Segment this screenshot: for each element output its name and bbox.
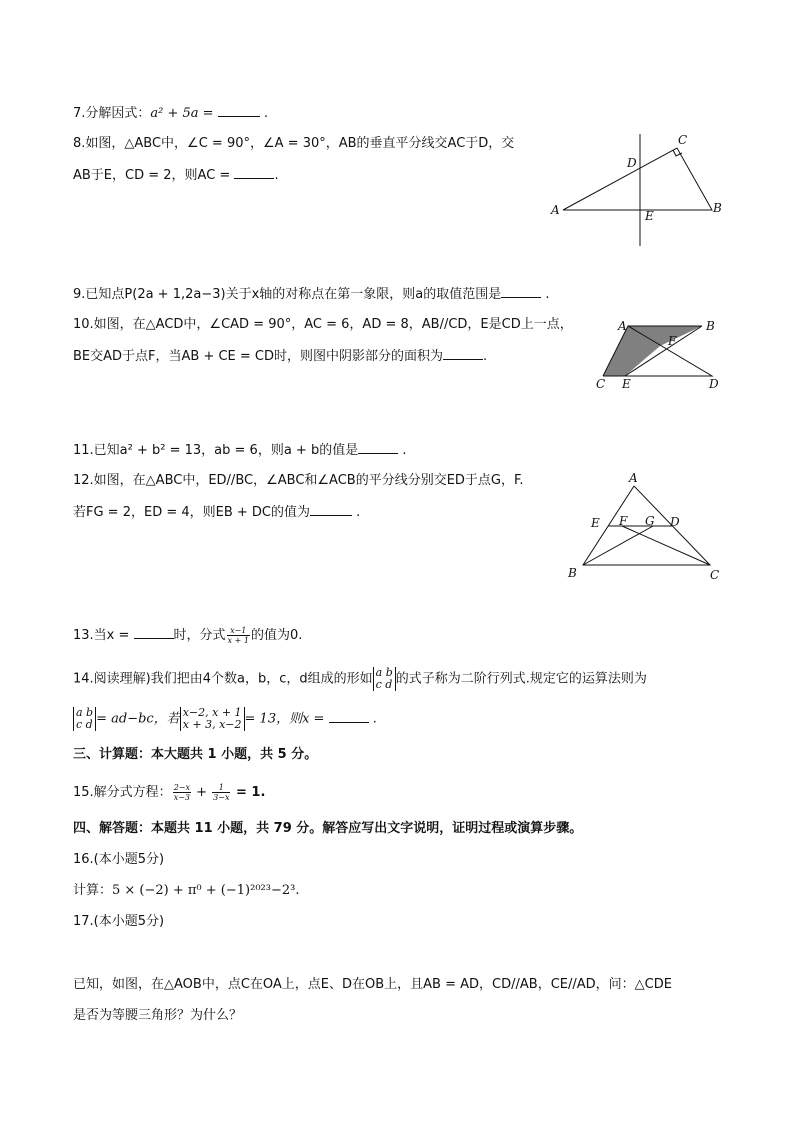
label-e: E bbox=[645, 209, 654, 223]
label-d: D bbox=[709, 377, 719, 391]
q7-prefix: 7.分解因式： bbox=[73, 106, 151, 121]
q13-mid: 时，分式 bbox=[173, 628, 226, 643]
label-c: C bbox=[678, 133, 688, 147]
q11-end: . bbox=[402, 443, 407, 458]
det-row-1: x−2, x + 1 bbox=[182, 706, 242, 719]
question-10-line1: 10.如图，在△ACD中，∠CAD = 90°，AC = 6，AD = 8，AB//CD，E是CD上一点， bbox=[73, 317, 573, 332]
question-14-line1 bbox=[73, 667, 647, 691]
determinant-x bbox=[180, 707, 245, 731]
label-a: A bbox=[629, 471, 638, 485]
figure-q8 bbox=[545, 128, 730, 250]
q7-end: . bbox=[263, 106, 268, 121]
q15-suffix: = 1. bbox=[231, 785, 266, 800]
answer-blank bbox=[329, 710, 369, 723]
label-b: B bbox=[568, 566, 577, 580]
question-17-title: 17.(本小题5分) bbox=[73, 914, 165, 929]
label-e: E bbox=[622, 377, 631, 391]
q8-line2-text: AB于E，CD = 2，则AC = bbox=[73, 168, 235, 183]
triangle-abc bbox=[563, 148, 712, 210]
determinant-abcd bbox=[73, 707, 96, 731]
fraction-numerator: x−1 bbox=[227, 626, 250, 636]
q12-end: . bbox=[356, 505, 361, 520]
question-17-line1: 已知，如图，在△AOB中，点C在OA上，点E、D在OB上，且AB = AD，CD//AB，CE//AD，问：△CDE bbox=[73, 977, 672, 992]
question-8-line1: 8.如图，△ABC中，∠C = 90°，∠A = 30°，AB的垂直平分线交AC于D，交 bbox=[73, 136, 515, 151]
question-12-line2 bbox=[73, 503, 360, 522]
det-row-2: c d bbox=[76, 718, 93, 731]
answer-blank bbox=[310, 503, 352, 516]
fraction-denominator: x + 1 bbox=[227, 636, 249, 645]
q9-text: 9.已知点P(2a + 1,2a−3)关于x轴的对称点在第一象限，则a的取值范围是 bbox=[73, 287, 502, 302]
det-row-1: a b bbox=[375, 666, 393, 679]
determinant-abcd bbox=[373, 667, 396, 691]
bisector-cf bbox=[622, 526, 710, 565]
q14-eq: = ad−bc，若 bbox=[96, 711, 180, 727]
fraction-numerator: 1 bbox=[212, 783, 230, 793]
q8-end: . bbox=[274, 168, 279, 183]
question-13 bbox=[73, 626, 302, 645]
question-17-line2: 是否为等腰三角形？为什么？ bbox=[73, 1008, 243, 1023]
fraction bbox=[227, 626, 250, 645]
det-row-2: c d bbox=[375, 678, 393, 691]
q14-prefix: 14.阅读理解)我们把由4个数a，b，c，d组成的形如 bbox=[73, 671, 373, 687]
fraction-numerator: 2−x bbox=[173, 783, 190, 792]
label-a: A bbox=[618, 319, 627, 333]
figure-q10 bbox=[590, 316, 730, 394]
label-d: D bbox=[627, 156, 637, 170]
q14-eq2: = 13，则x = bbox=[244, 711, 329, 727]
q13-suffix: 的值为0. bbox=[250, 628, 303, 643]
question-14-line2 bbox=[73, 707, 377, 731]
fraction-1 bbox=[173, 783, 191, 802]
answer-blank bbox=[218, 104, 260, 117]
fraction-denominator: x−3 bbox=[173, 793, 190, 802]
q10-end: . bbox=[483, 349, 488, 364]
q13-prefix: 13.当x = bbox=[73, 628, 134, 643]
question-15 bbox=[73, 783, 265, 802]
label-e: E bbox=[591, 516, 600, 530]
section-3-heading: 三、计算题：本大题共 1 小题，共 5 分。 bbox=[73, 747, 318, 762]
label-c: C bbox=[596, 377, 606, 391]
fraction-denominator: 3−x bbox=[213, 793, 230, 802]
q15-prefix: 15.解分式方程： bbox=[73, 785, 172, 800]
q14-end: . bbox=[372, 711, 377, 727]
q10-line2-text: BE交AD于点F，当AB + CE = CD时，则图中阴影部分的面积为 bbox=[73, 349, 444, 364]
answer-blank bbox=[501, 285, 541, 298]
label-d: D bbox=[670, 515, 680, 529]
question-9 bbox=[73, 285, 550, 304]
q9-end: . bbox=[545, 287, 550, 302]
det-row-2: x + 3, x−2 bbox=[182, 718, 242, 731]
label-g: G bbox=[645, 514, 655, 528]
question-10-line2 bbox=[73, 347, 487, 366]
q15-plus: + bbox=[192, 785, 212, 800]
answer-blank bbox=[358, 441, 398, 454]
label-c: C bbox=[710, 568, 720, 582]
question-16-expr: 计算：5 × (−2) + π⁰ + (−1)²⁰²³−2³. bbox=[73, 883, 300, 898]
bisector-bg bbox=[583, 526, 653, 565]
fraction-2 bbox=[212, 783, 230, 802]
q12-line2-text: 若FG = 2，ED = 4，则EB + DC的值为 bbox=[73, 505, 311, 520]
label-f: F bbox=[668, 334, 677, 348]
q7-expr: a² + 5a = bbox=[150, 106, 218, 121]
answer-blank bbox=[443, 347, 483, 360]
q14-suffix: 的式子称为二阶行列式.规定它的运算法则为 bbox=[395, 671, 647, 687]
answer-blank bbox=[134, 626, 174, 639]
label-f: F bbox=[619, 514, 628, 528]
question-11 bbox=[73, 441, 406, 460]
label-b: B bbox=[713, 201, 722, 215]
answer-blank bbox=[234, 166, 274, 179]
label-a: A bbox=[551, 203, 560, 217]
q11-text: 11.已知a² + b² = 13，ab = 6，则a + b的值是 bbox=[73, 443, 359, 458]
figure-q12 bbox=[560, 470, 730, 585]
section-4-heading: 四、解答题：本题共 11 小题，共 79 分。解答应写出文字说明，证明过程或演算步骤。 bbox=[73, 821, 583, 836]
question-16-title: 16.(本小题5分) bbox=[73, 852, 165, 867]
label-b: B bbox=[706, 319, 715, 333]
question-7 bbox=[73, 104, 268, 123]
question-12-line1: 12.如图，在△ABC中，ED//BC，∠ABC和∠ACB的平分线分别交ED于点G，F. bbox=[73, 473, 524, 488]
det-row-1: a b bbox=[76, 706, 94, 719]
question-8-line2 bbox=[73, 166, 279, 185]
